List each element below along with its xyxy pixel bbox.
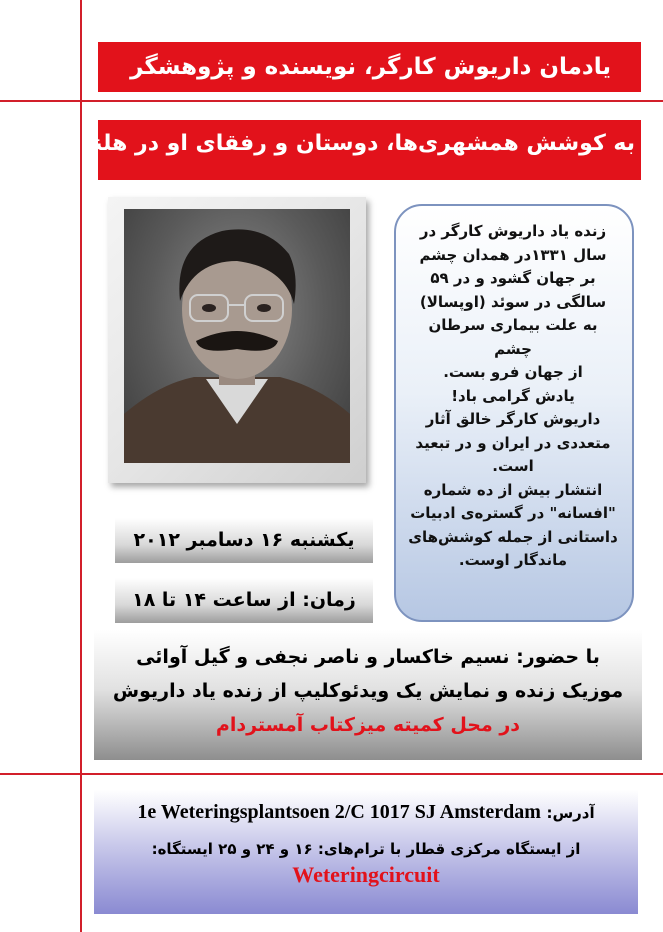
address-panel xyxy=(94,790,638,914)
portrait-photo xyxy=(124,209,350,463)
page-title: یادمان داریوش کارگر، نویسنده و پژوهشگر xyxy=(98,42,641,92)
event-presence: با حضور: نسیم خاکسار و ناصر نجفی و گیل آوائی xyxy=(136,646,600,668)
tram-stop-name: Weteringcircuit xyxy=(292,862,440,887)
bio-line: به علت بیماری سرطان چشم xyxy=(428,316,598,358)
biography-box xyxy=(394,204,634,622)
event-details-panel xyxy=(94,630,642,760)
bio-line: یادش گرامی باد! xyxy=(451,386,575,405)
address-street: 1e Weteringsplantsoen 2/C 1017 SJ Amsterdam xyxy=(137,801,541,823)
tram-directions: از ایستگاه مرکزی قطار با ترام‌های: ۱۶ و ۲۴ و ۲۵ ایستگاه: xyxy=(151,840,581,858)
address-line xyxy=(94,797,638,827)
bio-line: سال ۱۳۳۱در همدان چشم xyxy=(419,245,607,264)
address-label: آدرس: xyxy=(546,804,595,822)
bio-line: زنده یاد داریوش کارگر در xyxy=(419,222,607,240)
bio-line: "افسانه" در گستره‌ی ادبیات xyxy=(410,504,616,522)
bio-line: انتشار بیش از ده شماره xyxy=(423,480,603,499)
bio-line: داستانی از جمله کوشش‌های xyxy=(408,527,618,546)
bio-line: داریوش کارگر خالق آثار xyxy=(425,410,601,428)
portrait-frame xyxy=(108,197,366,483)
page-subtitle: به کوشش همشهری‌ها، دوستان و رفقای او در هلند xyxy=(98,120,641,180)
event-venue: در محل کمیته میزکتاب آمستردام xyxy=(215,714,521,736)
event-program: موزیک زنده و نمایش یک ویدئوکلیپ از زنده یاد داریوش xyxy=(112,680,624,702)
bio-line: متعددی در ایران و در تبعید xyxy=(415,433,611,452)
bio-line: از جهان فرو بست. xyxy=(443,363,583,381)
bio-line: است. xyxy=(492,457,534,475)
bio-line: ماندگار اوست. xyxy=(458,551,568,569)
event-date: یکشنبه ۱۶ دسامبر ۲۰۱۲ xyxy=(115,518,373,563)
horizontal-red-rule-bottom xyxy=(0,773,663,775)
bio-line: بر جهان گشود و در ۵۹ xyxy=(430,269,596,287)
event-time: زمان: از ساعت ۱۴ تا ۱۸ xyxy=(115,578,373,623)
horizontal-red-rule-top xyxy=(0,100,663,102)
bio-line: سالگی در سوئد (اوپسالا) xyxy=(419,292,607,311)
portrait-illustration xyxy=(124,209,350,463)
